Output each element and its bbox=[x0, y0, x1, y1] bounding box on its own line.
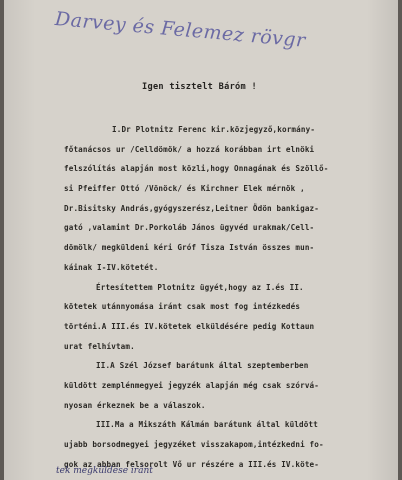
letter-body bbox=[64, 120, 379, 474]
text-line: dömölk/ megküldeni kéri Gróf Tisza István összes mun- bbox=[64, 243, 315, 253]
text-line: gok az abban felsorolt Vő ur részére a III.és IV.köte- bbox=[64, 459, 319, 469]
greeting: Igen tisztelt Báróm ! bbox=[142, 82, 257, 92]
document-page bbox=[4, 0, 398, 480]
text-line: főtanácsos ur /Celldömök/ a hozzá korábban irt elnöki bbox=[64, 144, 315, 154]
text-line: küldött zemplénmegyei jegyzék alapján még csak szórvá- bbox=[64, 380, 319, 390]
handwritten-header: Darvey és Felemez rövgr bbox=[54, 8, 307, 52]
text-line: ujabb borsodmegyei jegyzéket visszakapom,intézkedni fo- bbox=[64, 440, 324, 449]
text-line: gató ,valamint Dr.Porkoláb János ügyvéd urakmak/Cell- bbox=[64, 223, 315, 233]
text-line: felszólítás alapján most közli,hogy Onnagának és Szöllő- bbox=[64, 164, 329, 174]
text-line: urat felhívtam. bbox=[64, 341, 135, 351]
text-line: történi.A III.és IV.kötetek elküldésére pedig Kottaun bbox=[64, 321, 315, 331]
text-line: II.A Szél József barátunk által szeptemberben bbox=[96, 361, 309, 371]
text-line: si Pfeiffer Ottó /Vönöck/ és Kirchner Elek mérnök , bbox=[64, 184, 305, 194]
text-line: kötetek utánnyomása iránt csak most fog intézkedés bbox=[64, 302, 301, 312]
text-line: I.Dr Plotnitz Ferenc kir.közjegyző,kormány- bbox=[112, 125, 316, 134]
text-line: Értesítettem Plotnitz ügyét,hogy az I.és II. bbox=[96, 282, 304, 292]
text-line: III.Ma a Mikszáth Kálmán barátunk által küldött bbox=[96, 420, 318, 430]
text-line: káinak I-IV.kötetét. bbox=[64, 262, 159, 272]
handwritten-note: tek megküldése iránt bbox=[56, 466, 153, 476]
text-line: Dr.Bisitsky András,gyógyszerész,Leitner Ödön bankigaz- bbox=[64, 203, 319, 213]
text-line: nyosan érkeznek be a válaszok. bbox=[64, 400, 206, 410]
